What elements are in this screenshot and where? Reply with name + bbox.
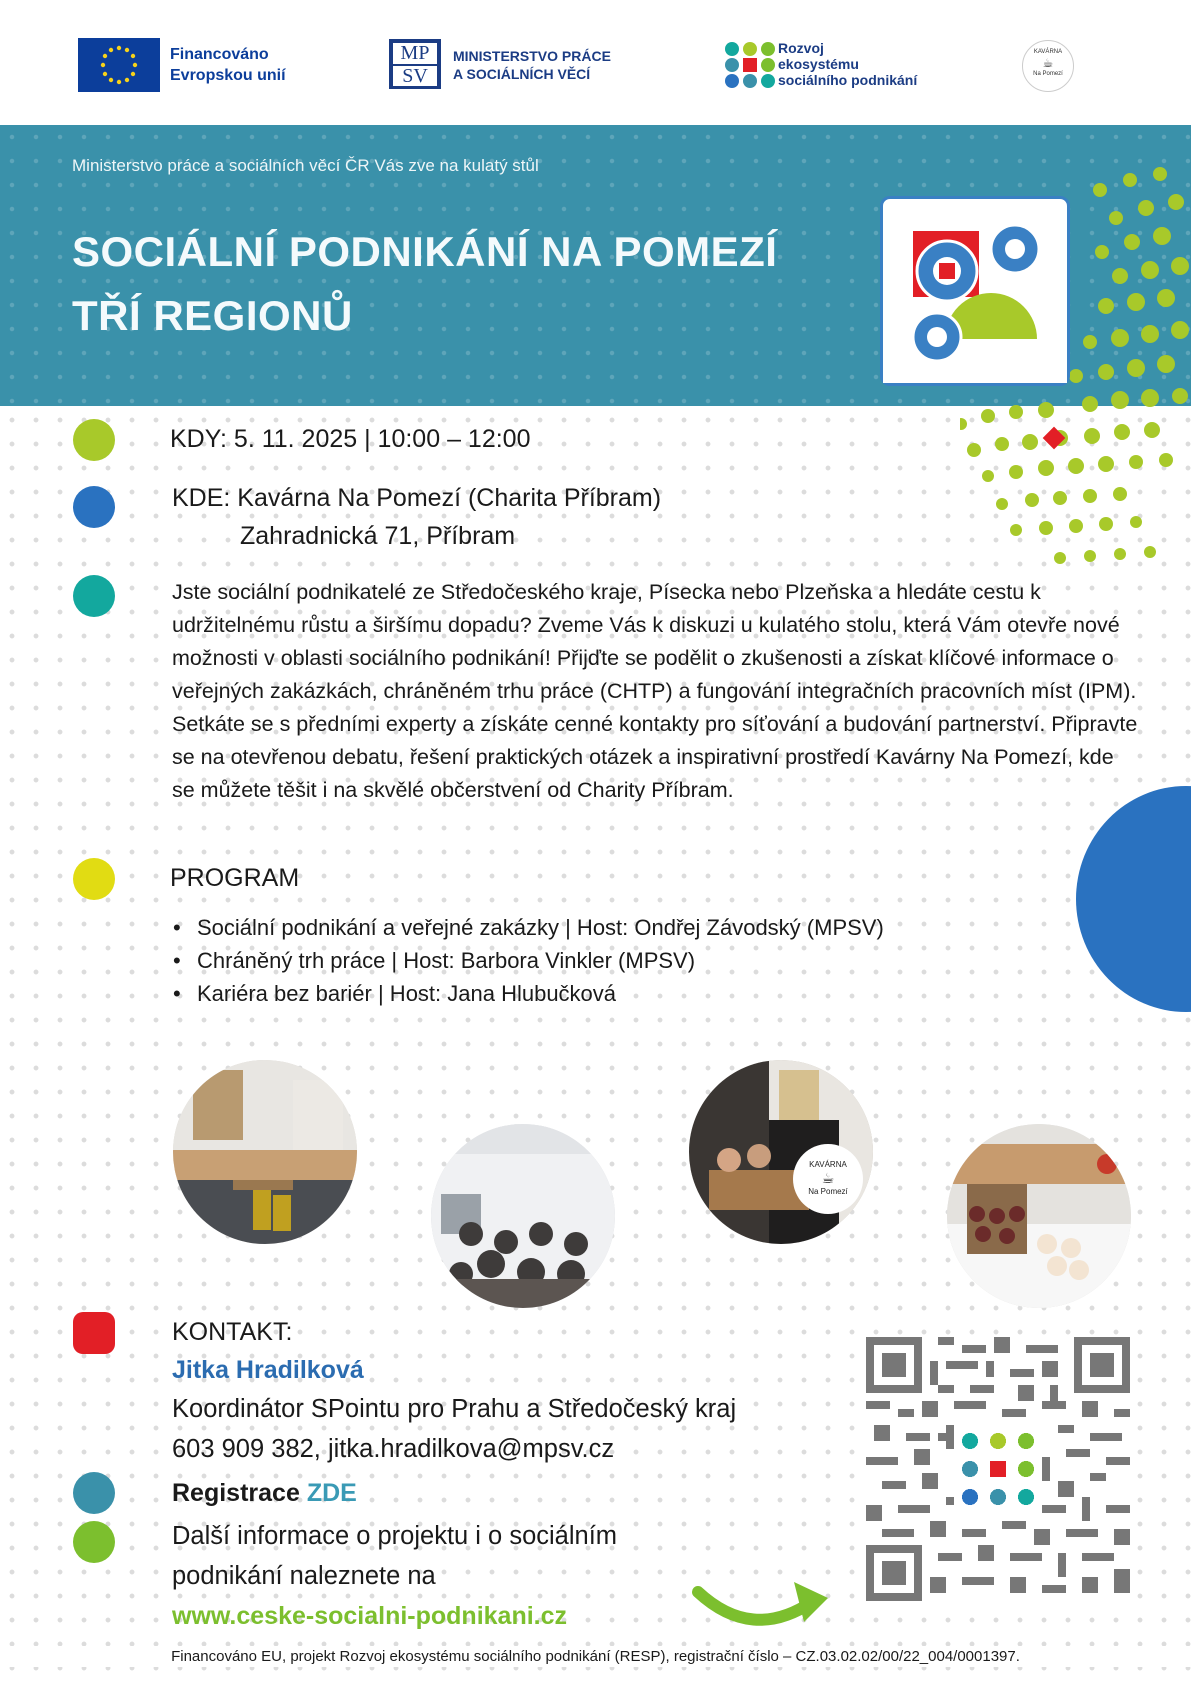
info-text-1: Další informace o projektu i o sociálním [172, 1522, 618, 1550]
cafe-logo [1022, 40, 1074, 92]
mpsv-logo-icon [389, 39, 441, 89]
eu-logo-text-2: Evropskou unií [170, 67, 286, 84]
resp-logo-text-1: Rozvoj [778, 40, 824, 56]
registration-link[interactable]: ZDE [306, 1479, 357, 1507]
cafe-cup-icon: ☕ [821, 1170, 835, 1186]
resp-logo-icon [724, 41, 778, 89]
registration-label: Registrace [172, 1479, 300, 1507]
logo-bar [0, 0, 1191, 125]
mpsv-mark-1: MP [393, 43, 437, 64]
cafe-logo-badge [793, 1144, 863, 1214]
contact-heading: KONTAKT: [172, 1318, 293, 1346]
event-date: KDY: 5. 11. 2025 | 10:00 – 12:00 [170, 425, 531, 453]
page-title [72, 220, 777, 348]
eu-logo-text-1: Financováno [170, 46, 269, 63]
badge-text-1: KAVÁRNA [809, 1160, 847, 1169]
qr-code-icon [866, 1337, 1130, 1601]
mpsv-logo-text-1: MINISTERSTVO PRÁCE [453, 48, 611, 64]
bullet-dot-blue [73, 486, 115, 528]
bullet-dot-steelblue [73, 1472, 115, 1514]
contact-role: Koordinátor SPointu pro Prahu a Středočeský kraj [172, 1395, 737, 1423]
registration-line [172, 1479, 357, 1508]
event-description: Jste sociální podnikatelé ze Středočeského kraje, Písecka nebo Plzeňska a hledáte cestu k udržitelnému růstu a širšímu dopadu? Zveme Vás k diskuzi u kulatého stolu, která Vám otevře nové možnosti v oblasti sociálního podnikání! Přijďte se podělit o zkušenosti a získat klíčové informace o veřejných zakázkách, chráněném trhu práce (CHTP) a fungování integračních pracovních míst (IPM). Setkáte se s předními experty a získáte cenné kontakty pro síťování a budování partnerství. Připravte se na otevřenou debatu, řešení praktických otázek a inspirativní prostředí Kavárny Na Pomezí, kde se můžete těšit i na skvělé občerstvení od Charity Příbram. [172, 580, 1138, 802]
event-audience-photo [431, 1124, 615, 1308]
bullet-dot-yellow [73, 858, 115, 900]
arrow-right-icon [692, 1572, 832, 1642]
bullet-dot-green [73, 419, 115, 461]
mpsv-logo-text-2: A SOCIÁLNÍCH VĚCÍ [453, 66, 591, 82]
gears-icon [883, 199, 1067, 383]
program-item: • Chráněný trh práce | Host: Barbora Vinkler (MPSV) [197, 948, 695, 974]
bullet-dot-lightgreen [73, 1521, 115, 1563]
info-text-2: podnikání naleznete na [172, 1562, 436, 1590]
eu-flag-icon [78, 38, 160, 92]
decorative-blue-circle [1076, 786, 1191, 1012]
qr-code[interactable] [866, 1337, 1130, 1601]
badge-text-2: Na Pomezí [808, 1187, 848, 1196]
cafe-logo-text-2: Na Pomezí [1033, 71, 1063, 77]
event-place: KDE: Kavárna Na Pomezí (Charita Příbram) [172, 484, 662, 512]
footer-funding-note: Financováno EU, projekt Rozvoj ekosystému sociálního podnikání (RESP), registrační číslo – CZ.03.02.02/00/22_004/0001397. [0, 1646, 1191, 1667]
event-address: Zahradnická 71, Příbram [240, 522, 516, 550]
program-item: • Sociální podnikání a veřejné zakázky | Host: Ondřej Závodský (MPSV) [197, 915, 884, 941]
title-line-2: TŘÍ REGIONŮ [72, 292, 353, 339]
program-heading: PROGRAM [170, 864, 300, 892]
mpsv-mark-2: SV [393, 66, 437, 86]
bullet-dot-teal [73, 575, 115, 617]
contact-phone-email: 603 909 382, jitka.hradilkova@mpsv.cz [172, 1435, 615, 1463]
title-line-1: SOCIÁLNÍ PODNIKÁNÍ NA POMEZÍ [72, 228, 778, 275]
gears-illustration [880, 196, 1070, 386]
refreshments-photo [947, 1124, 1131, 1308]
children-activity-photo [689, 1060, 873, 1244]
resp-logo-text-3: sociálního podnikání [778, 72, 918, 88]
contact-name: Jitka Hradilková [172, 1356, 364, 1384]
cafe-logo-text-1: KAVÁRNA [1033, 49, 1063, 55]
website-link[interactable]: www.ceske-socialni-podnikani.cz [172, 1602, 568, 1630]
bullet-square-red [73, 1312, 115, 1354]
cafe-interior-photo [173, 1060, 357, 1244]
cafe-cup-icon: ☕ [1042, 56, 1054, 70]
resp-logo-text-2: ekosystému [778, 56, 859, 72]
program-item: • Kariéra bez bariér | Host: Jana Hlubučková [197, 981, 616, 1007]
invitation-text: Ministerstvo práce a sociálních věcí ČR Vás zve na kulatý stůl [72, 156, 539, 175]
